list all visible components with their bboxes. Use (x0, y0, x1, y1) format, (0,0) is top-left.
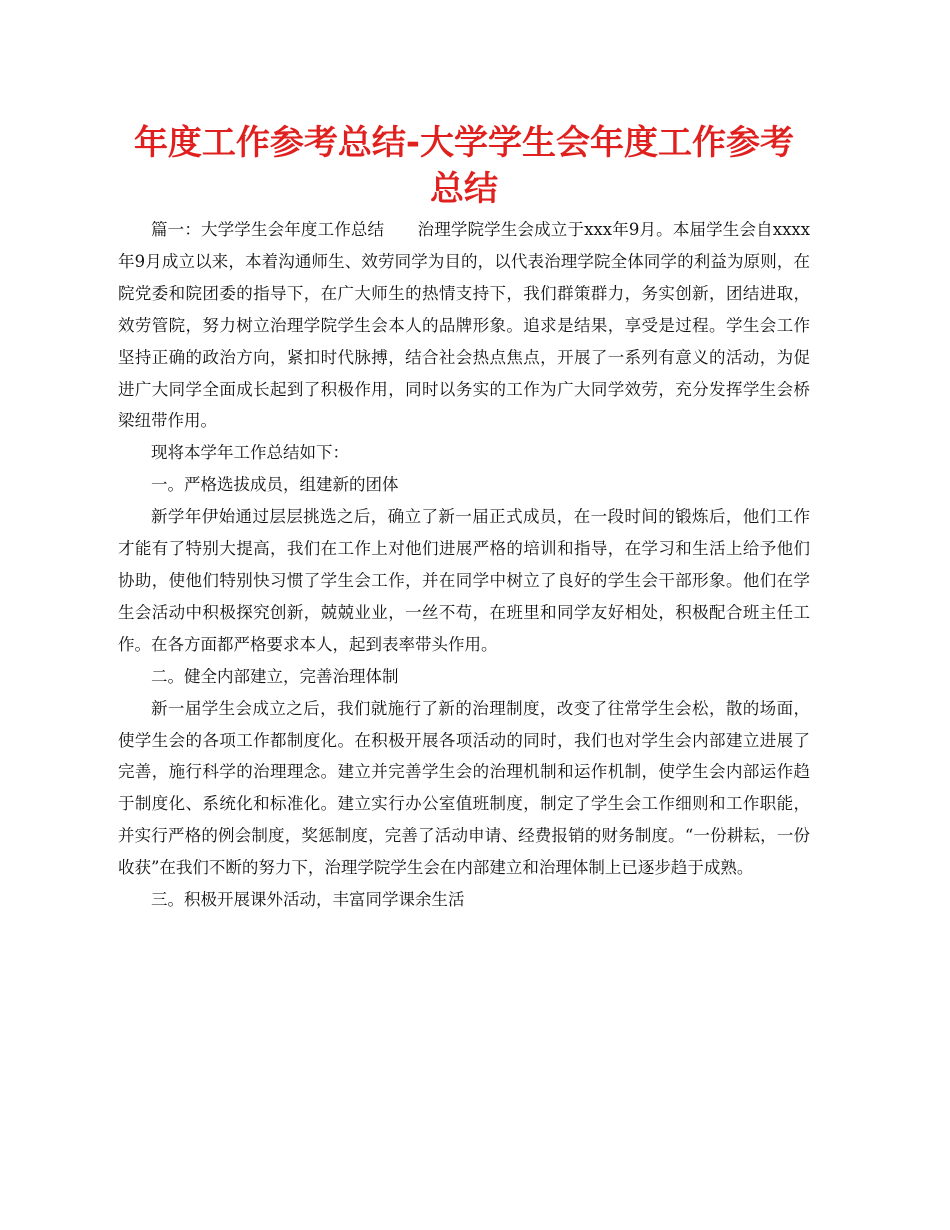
section-heading: 二。健全内部建立，完善治理体制 (151, 666, 399, 686)
document-body (118, 214, 810, 916)
document-title: 年度工作参考总结-大学学生会年度工作参考总结 (133, 123, 795, 209)
section-heading: 三。积极开展课外活动，丰富同学课余生活 (151, 890, 465, 910)
paragraph: 篇一：大学学生会年度工作总结 治理学院学生会成立于xxx年9月。本届学生会自xxxx年9月成立以来，本着沟通师生、效劳同学为目的，以代表治理学院全体同学的利益为原则，在院党委和院团委的指导下，在广大师生的热情支持下，我们群策群力，务实创新，团结进取，效劳管院，努力树立治理学院学生会本人的品牌形象。追求是结果，享受是过程。学生会工作坚持正确的政治方向，紧扣时代脉搏，结合社会热点焦点，开展了一系列有意义的活动，为促进广大同学全面成长起到了积极作用，同时以务实的工作为广大同学效劳，充分发挥学生会桥梁纽带作用。 (118, 220, 810, 431)
paragraph: 新一届学生会成立之后，我们就施行了新的治理制度，改变了往常学生会松，散的场面，使学生会的各项工作都制度化。在积极开展各项活动的同时，我们也对学生会内部建立进展了完善，施行科学的治理理念。建立并完善学生会的治理机制和运作机制，使学生会内部运作趋于制度化、系统化和标准化。建立实行办公室值班制度，制定了学生会工作细则和工作职能，并实行严格的例会制度，奖惩制度，完善了活动申请、经费报销的财务制度。“一份耕耘，一份收获”在我们不断的努力下，治理学院学生会在内部建立和治理体制上已逐步趋于成熟。 (118, 698, 810, 878)
paragraph: 现将本学年工作总结如下： (151, 443, 349, 463)
section-heading: 一。严格选拔成员，组建新的团体 (151, 475, 399, 495)
paragraph: 新学年伊始通过层层挑选之后，确立了新一届正式成员，在一段时间的锻炼后，他们工作才能有了特别大提高，我们在工作上对他们进展严格的培训和指导，在学习和生活上给予他们协助，使他们特别快习惯了学生会工作，并在同学中树立了良好的学生会干部形象。他们在学生会活动中积极探究创新，兢兢业业，一丝不苟，在班里和同学友好相处，积极配合班主任工作。在各方面都严格要求本人，起到表率带头作用。 (118, 507, 810, 654)
